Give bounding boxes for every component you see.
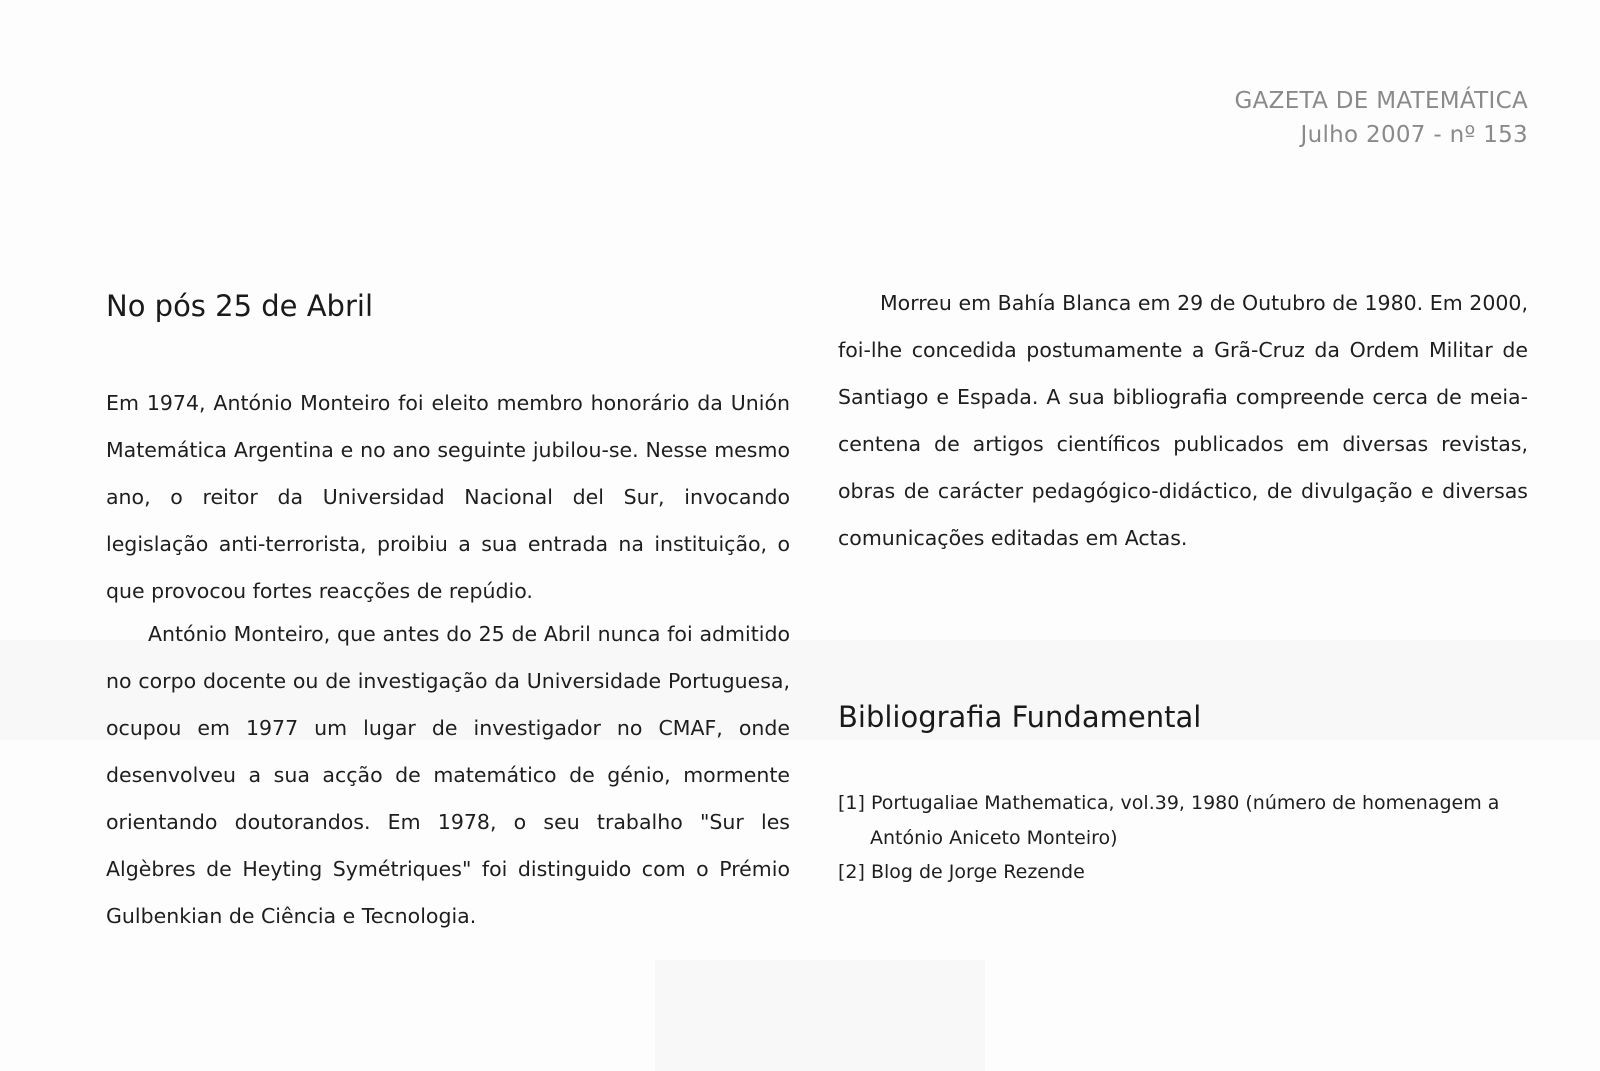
reference-2: [2] Blog de Jorge Rezende bbox=[838, 861, 1085, 883]
journal-title: GAZETA DE MATEMÁTICA bbox=[1234, 88, 1528, 114]
paragraph-2: António Monteiro, que antes do 25 de Abril nunca foi admitido no corpo docente ou de investigação da Universidade Portuguesa, ocupou em 1977 um lugar de investigador no CMAF, onde desenvolveu a sua acção de matemático de génio, mormente orientando doutorandos. Em 1978, o seu trabalho "Sur les Algèbres de Heyting Symétriques" foi distinguido com o Prémio Gulbenkian de Ciência e Tecnologia. bbox=[106, 622, 790, 928]
scan-shading-lower bbox=[655, 960, 985, 1071]
section-title-bibliografia: Bibliografia Fundamental bbox=[838, 700, 1202, 734]
section-title-pos-25-abril: No pós 25 de Abril bbox=[106, 289, 374, 323]
paragraph-1: Em 1974, António Monteiro foi eleito membro honorário da Unión Matemática Argentina e no ano seguinte jubilou-se. Nesse mesmo ano, o reitor da Universidad Nacional del Sur, invocando legislação anti-terrorista, proibiu a sua entrada na instituição, o que provocou fortes reacções de repúdio. bbox=[106, 391, 790, 603]
paragraph-3: Morreu em Bahía Blanca em 29 de Outubro de 1980. Em 2000, foi-lhe concedida postumamente a Grã-Cruz da Ordem Militar de Santiago e Espada. A sua bibliografia compreende cerca de meia-centena de artigos científicos publicados em diversas revistas, obras de carácter pedagógico-didáctico, de divulgação e diversas comunicações editadas em Actas. bbox=[838, 291, 1528, 550]
reference-1: [1] Portugaliae Mathematica, vol.39, 1980 (número de homenagem a António Aniceto Monteiro) bbox=[838, 792, 1500, 849]
running-header bbox=[1235, 84, 1529, 152]
issue-info: Julho 2007 - nº 153 bbox=[1300, 122, 1528, 148]
